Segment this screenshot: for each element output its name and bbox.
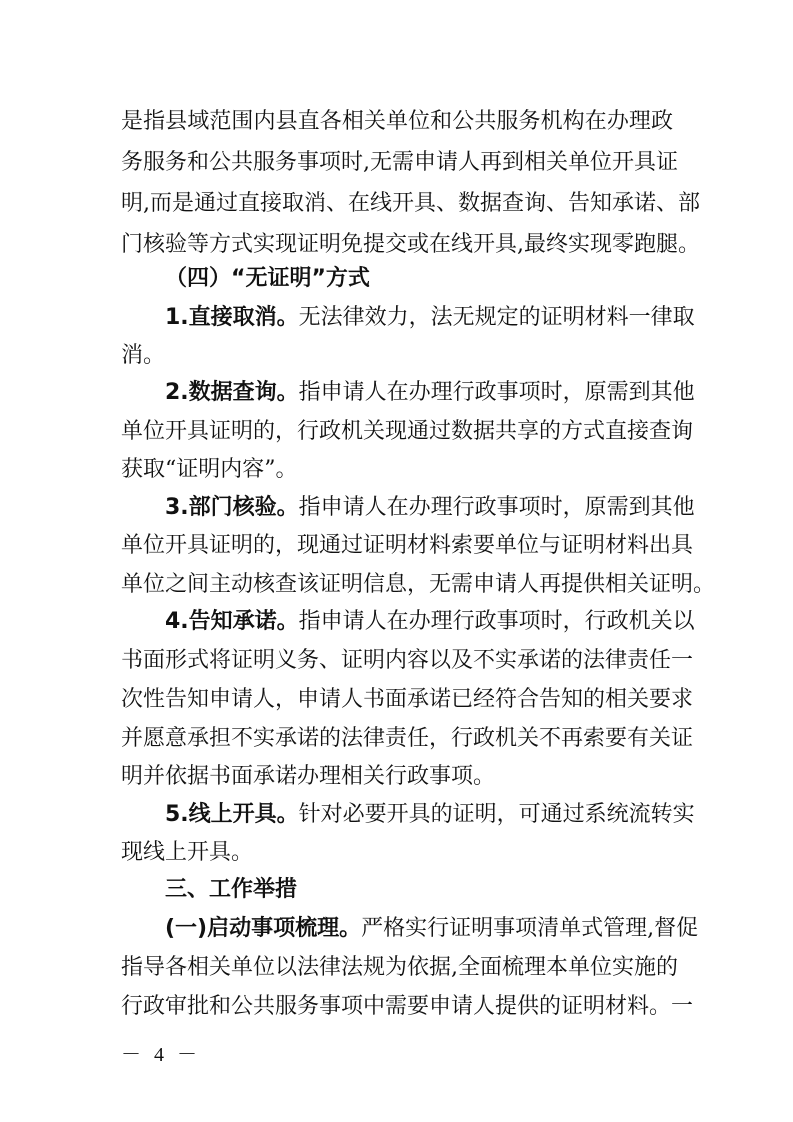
paragraph-line: 明,而是通过直接取消、在线开具、数据查询、告知承诺、部 xyxy=(121,191,700,216)
paragraph-line: 单位开具证明的，行政机关现通过数据共享的方式直接查询 xyxy=(121,419,694,444)
paragraph-line: 次性告知申请人，申请人书面承诺已经符合告知的相关要求 xyxy=(121,687,694,712)
item-2-line xyxy=(165,378,695,408)
item-5-title: 5.线上开具。 xyxy=(165,802,299,827)
paragraph-line: 书面形式将证明义务、证明内容以及不实承诺的法律责任一 xyxy=(121,648,694,673)
paragraph-line: 现线上开具。 xyxy=(121,840,254,865)
paragraph-line: 并愿意承担不实承诺的法律责任，行政机关不再索要有关证 xyxy=(121,726,694,751)
paragraph-line: 单位开具证明的，现通过证明材料索要单位与证明材料出具 xyxy=(121,533,694,558)
item-4-line xyxy=(165,607,695,637)
item-3-line xyxy=(165,493,695,523)
paragraph-line: 是指县域范围内县直各相关单位和公共服务机构在办理政 xyxy=(121,109,673,134)
measure-1-text: 严格实行证明事项清单式管理,督促 xyxy=(361,916,699,941)
item-1-line xyxy=(165,303,695,333)
section-four-heading: （四）“无证明”方式 xyxy=(165,266,370,291)
item-2-title: 2.数据查询。 xyxy=(165,380,299,405)
item-5-line xyxy=(165,800,695,830)
measure-1-title: (一)启动事项梳理。 xyxy=(165,916,362,941)
item-4-title: 4.告知承诺。 xyxy=(165,609,299,634)
paragraph-line: 消。 xyxy=(121,343,166,368)
paragraph-line: 门核验等方式实现证明免提交或在线开具,最终实现零跑腿。 xyxy=(121,232,700,257)
item-2-text: 指申请人在办理行政事项时，原需到其他 xyxy=(298,380,695,405)
item-3-text: 指申请人在办理行政事项时，原需到其他 xyxy=(298,495,695,520)
section-three-heading: 三、工作举措 xyxy=(165,877,298,902)
paragraph-line: 明并依据书面承诺办理相关行政事项。 xyxy=(121,764,496,789)
paragraph-line: 务服务和公共服务事项时,无需申请人再到相关单位开具证 xyxy=(121,150,678,175)
measure-1-line xyxy=(165,914,699,944)
item-1-text: 无法律效力，法无规定的证明材料一律取 xyxy=(298,305,695,330)
item-5-text: 针对必要开具的证明，可通过系统流转实 xyxy=(298,802,695,827)
paragraph-line: 获取“证明内容”。 xyxy=(121,457,298,482)
paragraph-line: 单位之间主动核查该证明信息，无需申请人再提供相关证明。 xyxy=(121,572,716,597)
item-4-text: 指申请人在办理行政事项时，行政机关以 xyxy=(298,609,695,634)
page-number: － 4 － xyxy=(121,1044,201,1066)
item-1-title: 1.直接取消。 xyxy=(165,305,299,330)
item-3-title: 3.部门核验。 xyxy=(165,495,299,520)
paragraph-line: 指导各相关单位以法律法规为依据,全面梳理本单位实施的 xyxy=(121,955,678,980)
paragraph-line: 行政审批和公共服务事项中需要申请人提供的证明材料。一 xyxy=(121,994,694,1019)
